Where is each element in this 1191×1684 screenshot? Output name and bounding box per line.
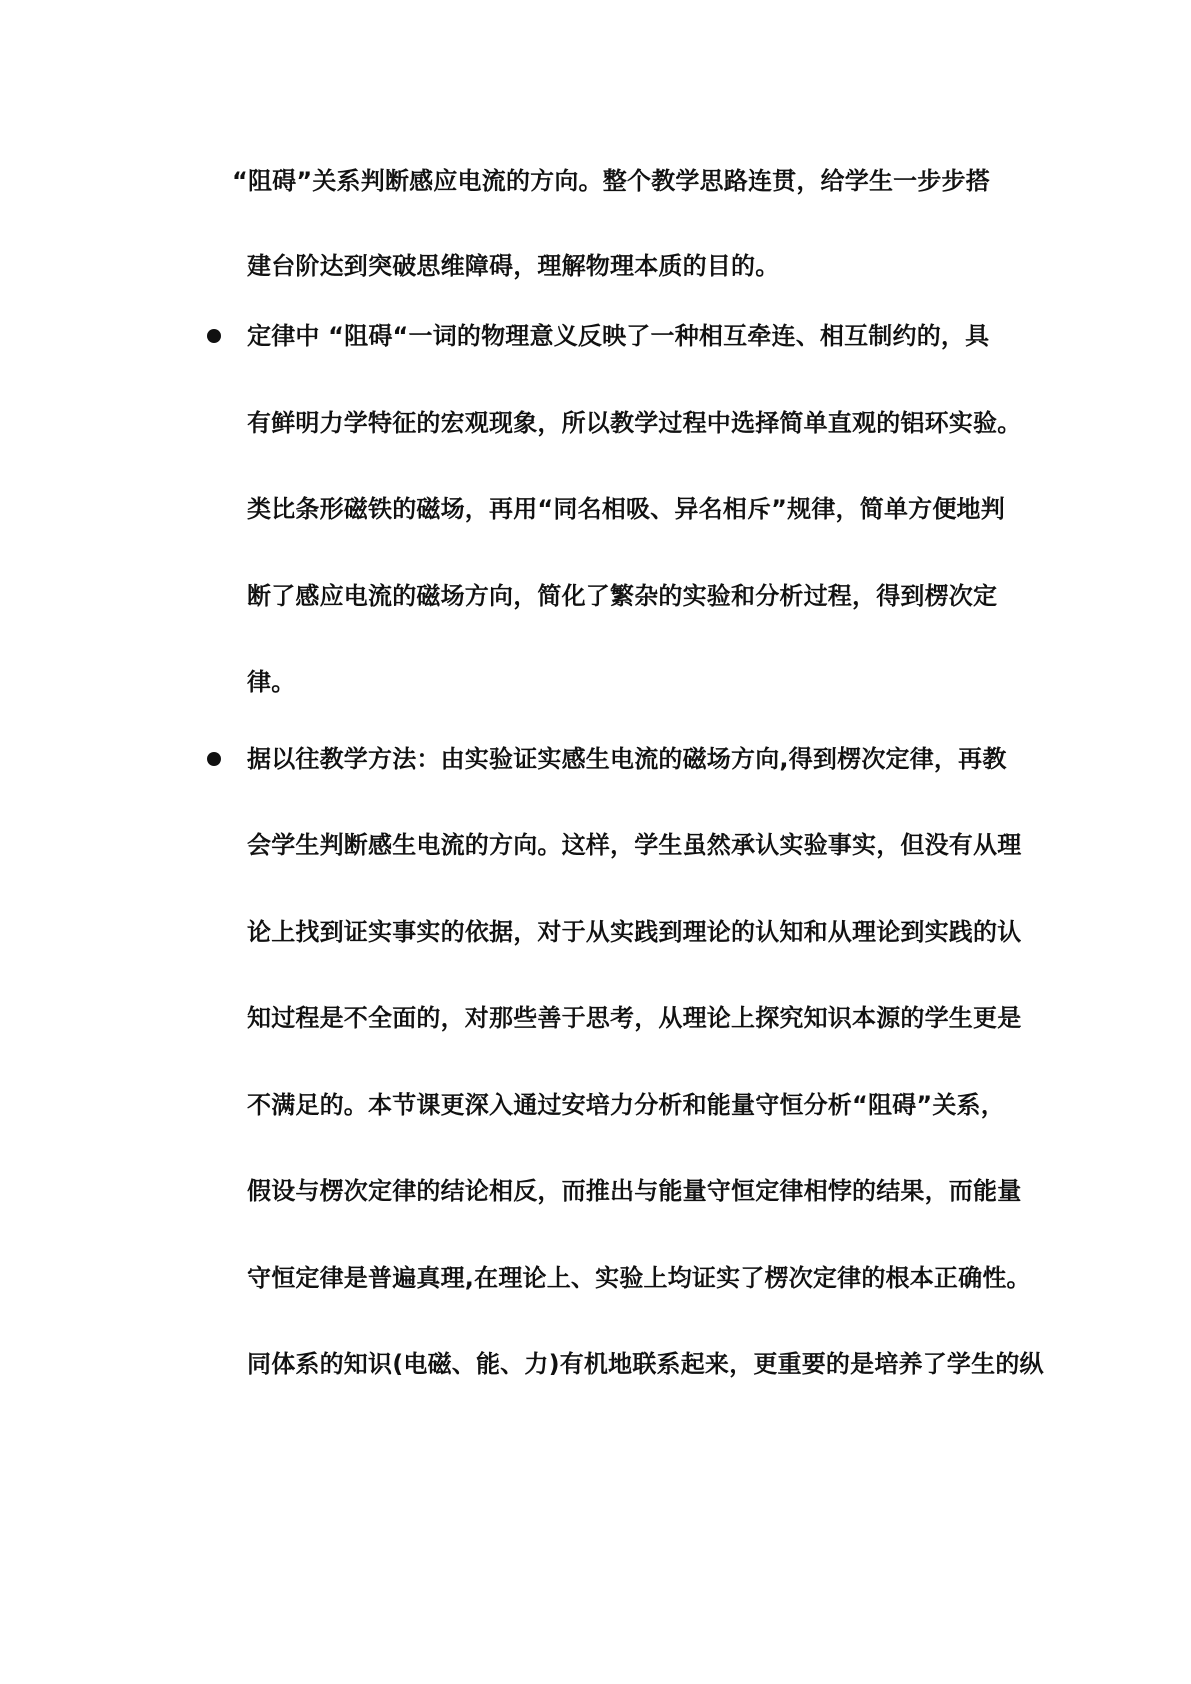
text-line: 断了感应电流的磁场方向，简化了繁杂的实验和分析过程，得到楞次定 — [247, 582, 998, 610]
text-line: 守恒定律是普遍真理,在理论上、实验上均证实了楞次定律的根本正确性。 — [247, 1264, 1031, 1292]
text-line: 会学生判断感生电流的方向。这样，学生虽然承认实验事实，但没有从理 — [247, 831, 1022, 859]
text-line: 建台阶达到突破思维障碍，理解物理本质的目的。 — [247, 252, 780, 280]
text-line: 定律中 “阻碍“一词的物理意义反映了一种相互牵连、相互制约的，具 — [247, 322, 990, 350]
text-line: 据以往教学方法：由实验证实感生电流的磁场方向,得到楞次定律，再教 — [247, 745, 1007, 773]
text-line: “阻碍”关系判断感应电流的方向。整个教学思路连贯，给学生一步步搭 — [232, 167, 990, 195]
text-line: 不满足的。本节课更深入通过安培力分析和能量守恒分析“阻碍”关系， — [247, 1091, 1005, 1119]
bullet-dot-icon — [207, 329, 221, 343]
text-line: 假设与楞次定律的结论相反，而推出与能量守恒定律相悖的结果，而能量 — [247, 1177, 1022, 1205]
text-line: 知过程是不全面的，对那些善于思考，从理论上探究知识本源的学生更是 — [247, 1004, 1022, 1032]
text-line: 有鲜明力学特征的宏观现象，所以教学过程中选择简单直观的铝环实验。 — [247, 409, 1022, 437]
text-line: 论上找到证实事实的依据，对于从实践到理论的认知和从理论到实践的认 — [247, 918, 1022, 946]
text-line: 类比条形磁铁的磁场，再用“同名相吸、异名相斥”规律，简单方便地判 — [247, 495, 1005, 523]
text-line: 律。 — [247, 668, 296, 696]
bullet-dot-icon — [207, 752, 221, 766]
text-line: 同体系的知识(电磁、能、力)有机地联系起来，更重要的是培养了学生的纵 — [247, 1350, 1044, 1378]
